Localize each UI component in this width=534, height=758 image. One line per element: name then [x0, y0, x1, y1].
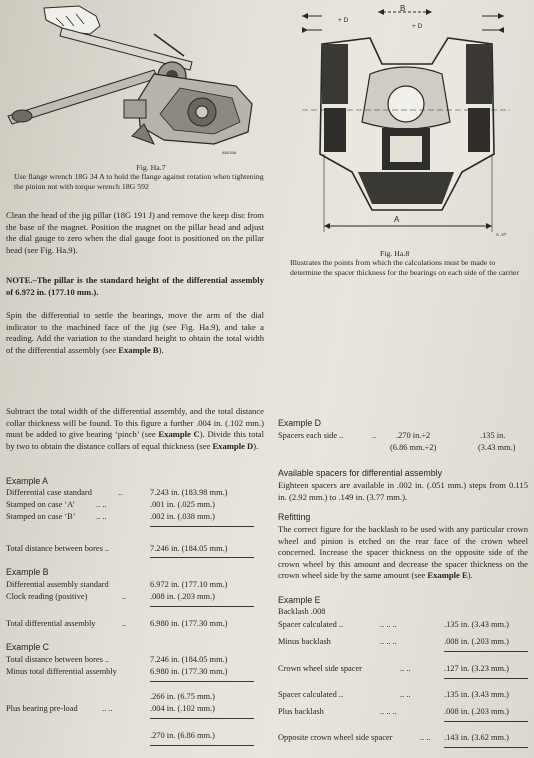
example-a-dots: .. [118, 488, 123, 497]
sum-rule [444, 678, 528, 679]
example-c-title: Example C [6, 642, 50, 652]
spacers-heading: Available spacers for differential assembly [278, 468, 442, 478]
paragraph-spin-text: Spin the differential to settle the bearings, move the arm of the dial indicator to the machined face of the jig (see Fig. Ha.9), and take a reading. Add the variation to the standard height to obtain the total width of the differential assembly (see [6, 310, 264, 355]
fig-ha8-caption: Illustrates the points from which the calculations must be made to determine the spacer thickness for the bearings on each side of the carrier [290, 258, 520, 277]
example-b-dots: .. [122, 619, 127, 628]
refitting-heading: Refitting [278, 512, 311, 522]
refitting-text: The correct figure for the backlash to be used with any particular crown wheel and pinion is etched on the rear face of the crown wheel concerned. Increase the spacer thickness on the opposite side of the crown wheel by this amount and decrease the spacer thickness on the crown wheel side by the same amount (see [278, 524, 528, 581]
example-c-value: 6.980 in. (177.30 mm.) [150, 667, 228, 676]
paragraph-subtract [6, 406, 264, 452]
spacers-text: Eighteen spacers are available in .002 in. (.051 mm.) steps from 0.115 in. (2.92 mm.) to .149 in. (3.77 mm.). [278, 480, 528, 502]
sum-rule [150, 557, 254, 558]
example-a-dots: .. .. [96, 500, 107, 509]
example-e-row-value: .135 in. (3.43 mm.) [444, 620, 509, 629]
example-e-backlash: Backlash .008 [278, 607, 326, 616]
example-e-row-label: Spacer calculated .. [278, 620, 344, 629]
example-a-value: .002 in. (.038 mm.) [150, 512, 215, 521]
paragraph-spin-end: ). [158, 344, 164, 355]
example-c-dots: .. .. [102, 704, 113, 713]
paragraph-clean-pillar: Clean the head of the jig pillar (18G 191 J) and remove the keep disc from the base of the magnet. Position the magnet on the pillar head and adjust the dial gauge to zero when the dial gauge foot is positioned on the pillar head (see Fig. Ha.9). [6, 210, 264, 255]
example-a-total-value: 7.246 in. (184.05 mm.) [150, 544, 228, 553]
example-a-row: Stamped on case ‘B’ [6, 512, 76, 521]
example-b-row: Differential assembly standard [6, 580, 109, 589]
example-b-row: Clock reading (positive) [6, 592, 88, 601]
example-e-row-label: Minus backlash [278, 637, 331, 646]
sum-rule [150, 718, 254, 719]
example-a-title: Example A [6, 476, 49, 486]
fig-ha7-illustration [4, 4, 259, 159]
fig-ha7-caption: Use flange wrench 18G 34 A to hold the flange against rotation when tightening the pinion nut with torque wrench 18G 592 [14, 172, 264, 191]
example-c-row: Total distance between bores .. [6, 655, 110, 664]
example-b-reference: Example B [118, 344, 159, 355]
example-e-row-value: .135 in. (3.43 mm.) [444, 690, 509, 699]
example-b-value: .008 in. (.203 mm.) [150, 592, 215, 601]
refitting-end: ). [467, 570, 473, 581]
example-a-total-label: Total distance between bores .. [6, 544, 110, 553]
example-a-row: Differential case standard [6, 488, 92, 497]
example-c-value: 7.246 in. (184.05 mm.) [150, 655, 228, 664]
sum-rule [150, 681, 254, 682]
example-c-subtotal: .266 in. (6.75 mm.) [150, 692, 215, 701]
example-d-result-in: .135 in. [480, 431, 506, 440]
example-a-row: Stamped on case ‘A’ [6, 500, 76, 509]
note-text: –The pillar is the standard height of the differential assembly of 6.972 in. (177.10 mm.). [6, 275, 264, 297]
example-d-title: Example D [278, 418, 322, 428]
sum-rule [444, 651, 528, 652]
fig-ha8-diagram [282, 4, 530, 244]
example-d-value-in: .270 in.÷2 [396, 431, 431, 440]
paragraph-spin-differential [6, 310, 264, 356]
example-d-value-mm: (6.86 mm.÷2) [390, 443, 437, 452]
sum-rule [444, 747, 528, 748]
example-c-preload-value: .004 in. (.102 mm.) [150, 704, 215, 713]
example-a-value: 7.243 in. (183.98 mm.) [150, 488, 228, 497]
example-b-dots: .. [122, 592, 127, 601]
example-b-title: Example B [6, 567, 49, 577]
example-e-dots: .. .. [400, 664, 411, 673]
example-a-value: .001 in. (.025 mm.) [150, 500, 215, 509]
example-e-reference: Example E [427, 570, 468, 581]
example-c-row: Minus total differential assembly [6, 667, 117, 676]
example-e-row-value: .143 in. (3.62 mm.) [444, 733, 509, 742]
example-c-total-value: .270 in. (6.86 mm.) [150, 731, 215, 740]
example-e-title: Example E [278, 595, 321, 605]
example-d-dots: .. [372, 431, 377, 440]
example-d-result-mm: (3.43 mm.) [478, 443, 516, 452]
example-a-dots: .. .. [96, 512, 107, 521]
example-e-dots: .. .. .. [380, 620, 397, 629]
example-b-value: 6.972 in. (177.10 mm.) [150, 580, 228, 589]
example-e-row-value: .127 in. (3.23 mm.) [444, 664, 509, 673]
fig-ha8-label: Fig. Ha.8 [380, 249, 410, 258]
example-e-dots: .. .. .. [380, 707, 397, 716]
plus-d-label: + D [412, 23, 423, 30]
example-c-preload-label: Plus bearing pre-load [6, 704, 78, 713]
example-d-reference: Example D [212, 440, 254, 451]
paragraph-subtract-text: Subtract the total width of the differential assembly, and the total distance collar thickness will be found. To this figure a further .004 in. (.102 mm.) must be added to give bearing ‘pinch’ (see [6, 406, 264, 440]
note-prefix: NOTE. [6, 275, 33, 285]
example-b-total-label: Total differential assembly [6, 619, 96, 628]
example-e-row-value: .008 in. (.203 mm.) [444, 707, 509, 716]
fig-ha7-code: A5015A [222, 150, 237, 155]
example-e-dots: .. .. [420, 733, 431, 742]
sum-rule [150, 606, 254, 607]
sum-rule [150, 526, 254, 527]
paragraph-subtract-middle: ). Divide this total by two to obtain the distance collars of equal thickness (see [6, 429, 264, 451]
example-e-row-label: Opposite crown wheel side spacer [278, 733, 393, 742]
example-e-row-label: Spacer calculated .. [278, 690, 344, 699]
fig-ha7-label: Fig. Ha.7 [136, 163, 166, 172]
note-pillar-height [6, 275, 264, 298]
example-e-dots: .. .. .. [380, 637, 397, 646]
refitting-paragraph [278, 524, 528, 582]
example-c-reference: Example C [158, 429, 200, 440]
example-e-dots: .. .. [400, 690, 411, 699]
example-e-row-value: .008 in. (.203 mm.) [444, 637, 509, 646]
fig-ha8-code: A .47 [496, 232, 507, 237]
example-d-label: Spacers each side .. [278, 431, 344, 440]
example-b-total-value: 6.980 in. (177.30 mm.) [150, 619, 228, 628]
example-e-row-label: Plus backlash [278, 707, 324, 716]
paragraph-subtract-end: ). [253, 440, 259, 451]
dimension-b-label: B [400, 4, 406, 13]
dimension-a-label: A [394, 215, 400, 224]
plus-d-label: + D [338, 17, 349, 24]
example-e-row-label: Crown wheel side spacer [278, 664, 362, 673]
sum-rule [444, 721, 528, 722]
sum-rule [150, 745, 254, 746]
